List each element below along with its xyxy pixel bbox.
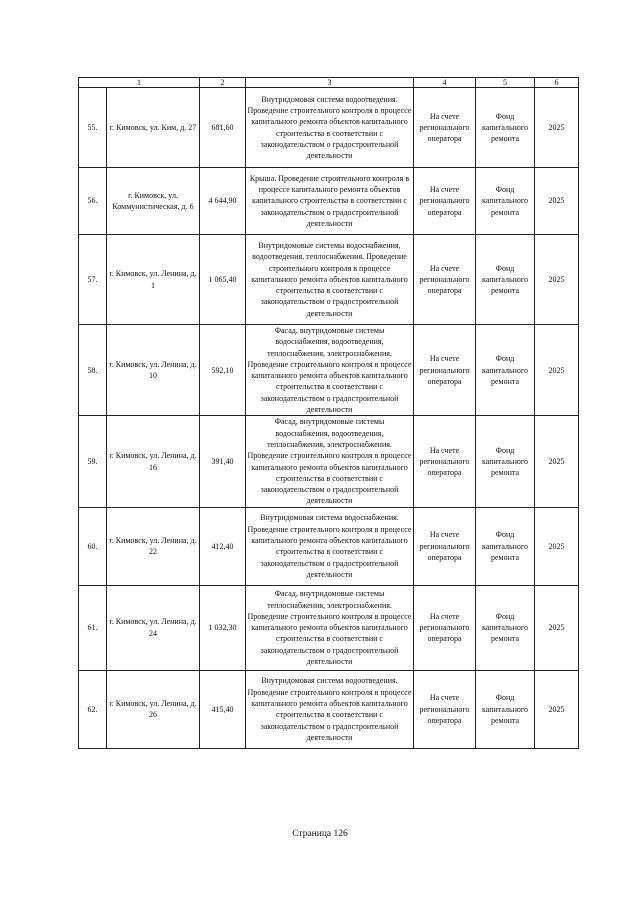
- row-number: 61.: [79, 585, 107, 670]
- year-cell: 2025: [535, 507, 579, 585]
- account-cell: На счете регионального оператора: [414, 168, 476, 235]
- row-number: 60.: [79, 507, 107, 585]
- year-cell: 2025: [535, 416, 579, 507]
- account-cell: На счете регионального оператора: [414, 585, 476, 670]
- table-row: [79, 585, 579, 670]
- row-number: 56.: [79, 168, 107, 235]
- column-number-6: 6: [535, 78, 579, 88]
- cost-cell: 592,10: [200, 325, 246, 416]
- address-cell: г. Кимовск, ул. Ленина, д. 22: [107, 507, 200, 585]
- year-cell: 2025: [535, 88, 579, 168]
- work-description-cell: Внутридомовая система водоснабжения. Проведение строительного контроля в процессе капитального ремонта объектов капитального строительства в соответствии с законодательством о градостроительной деятельности: [246, 507, 414, 585]
- work-description-cell: Внутридомовая система водоотведения. Проведение строительного контроля в процессе капитального ремонта объектов капитального строительства в соответствии с законодательством о градостроительной деятельности: [246, 670, 414, 748]
- row-number: 62.: [79, 670, 107, 748]
- work-description-cell: Фасад, внутридомовые системы теплоснабжения, электроснабжения. Проведение строительного контроля в процессе капитального ремонта объектов капитального строительства в соответствии с законодательством о градостроительной деятельности: [246, 585, 414, 670]
- column-number-row: [79, 78, 579, 88]
- address-cell: г. Кимовск, ул. Ленина, д. 26: [107, 670, 200, 748]
- row-number: 57.: [79, 235, 107, 325]
- funding-source-cell: Фонд капитального ремонта: [476, 325, 535, 416]
- address-cell: г. Кимовск, ул. Ким, д. 27: [107, 88, 200, 168]
- address-cell: г. Кимовск, ул. Коммунистическая, д. 6: [107, 168, 200, 235]
- work-description-cell: Внутридомовая система водоотведения. Проведение строительного контроля в процессе капитального ремонта объектов капитального строительства в соответствии с законодательством о градостроительной деятельности: [246, 88, 414, 168]
- column-number-4: 4: [414, 78, 476, 88]
- table-row: [79, 507, 579, 585]
- account-cell: На счете регионального оператора: [414, 507, 476, 585]
- cost-cell: 4 644,90: [200, 168, 246, 235]
- column-number-5: 5: [476, 78, 535, 88]
- cost-cell: 415,40: [200, 670, 246, 748]
- cost-cell: 681,60: [200, 88, 246, 168]
- funding-source-cell: Фонд капитального ремонта: [476, 585, 535, 670]
- column-number-1: 1: [79, 78, 200, 88]
- funding-source-cell: Фонд капитального ремонта: [476, 507, 535, 585]
- year-cell: 2025: [535, 670, 579, 748]
- address-cell: г. Кимовск, ул. Ленина, д. 1: [107, 235, 200, 325]
- table-row: [79, 325, 579, 416]
- year-cell: 2025: [535, 585, 579, 670]
- table-row: [79, 416, 579, 507]
- year-cell: 2025: [535, 325, 579, 416]
- row-number: 59.: [79, 416, 107, 507]
- work-description-cell: Фасад, внутридомовые системы водоснабжения, водоотведения, теплоснабжения, электроснабжения. Проведение строительного контроля в процессе капитального ремонта объектов капитального строительства в соответствии с законодательством о градостроительной деятельности: [246, 325, 414, 416]
- cost-cell: 412,40: [200, 507, 246, 585]
- cost-cell: 1 032,30: [200, 585, 246, 670]
- account-cell: На счете регионального оператора: [414, 88, 476, 168]
- address-cell: г. Кимовск, ул. Ленина, д. 24: [107, 585, 200, 670]
- funding-source-cell: Фонд капитального ремонта: [476, 416, 535, 507]
- year-cell: 2025: [535, 168, 579, 235]
- funding-source-cell: Фонд капитального ремонта: [476, 88, 535, 168]
- works-table: [78, 77, 579, 749]
- account-cell: На счете регионального оператора: [414, 235, 476, 325]
- funding-source-cell: Фонд капитального ремонта: [476, 168, 535, 235]
- work-description-cell: Крыша. Проведение строительного контроля в процессе капитального ремонта объектов капитального строительства в соответствии с законодательством о градостроительной деятельности: [246, 168, 414, 235]
- column-number-2: 2: [200, 78, 246, 88]
- table-row: [79, 235, 579, 325]
- row-number: 55.: [79, 88, 107, 168]
- account-cell: На счете регионального оператора: [414, 670, 476, 748]
- works-table-body: [79, 78, 579, 749]
- cost-cell: 391,40: [200, 416, 246, 507]
- page-number: Страница 126: [292, 829, 348, 839]
- work-description-cell: Фасад, внутридомовые системы водоснабжения, водоотведения, теплоснабжения, электроснабжения. Проведение строительного контроля в процессе капитального ремонта объектов капитального строительства в соответствии с законодательством о градостроительной деятельности: [246, 416, 414, 507]
- table-row: [79, 670, 579, 748]
- table-row: [79, 168, 579, 235]
- table-row: [79, 88, 579, 168]
- year-cell: 2025: [535, 235, 579, 325]
- funding-source-cell: Фонд капитального ремонта: [476, 235, 535, 325]
- account-cell: На счете регионального оператора: [414, 325, 476, 416]
- work-description-cell: Внутридомовые системы водоснабжения, водоотведения, теплоснабжения. Проведение строительного контроля в процессе капитального ремонта объектов капитального строительства в соответствии с законодательством о градостроительной деятельности: [246, 235, 414, 325]
- address-cell: г. Кимовск, ул. Ленина, д. 10: [107, 325, 200, 416]
- row-number: 58.: [79, 325, 107, 416]
- cost-cell: 1 065,40: [200, 235, 246, 325]
- column-number-3: 3: [246, 78, 414, 88]
- address-cell: г. Кимовск, ул. Ленина, д. 16: [107, 416, 200, 507]
- account-cell: На счете регионального оператора: [414, 416, 476, 507]
- funding-source-cell: Фонд капитального ремонта: [476, 670, 535, 748]
